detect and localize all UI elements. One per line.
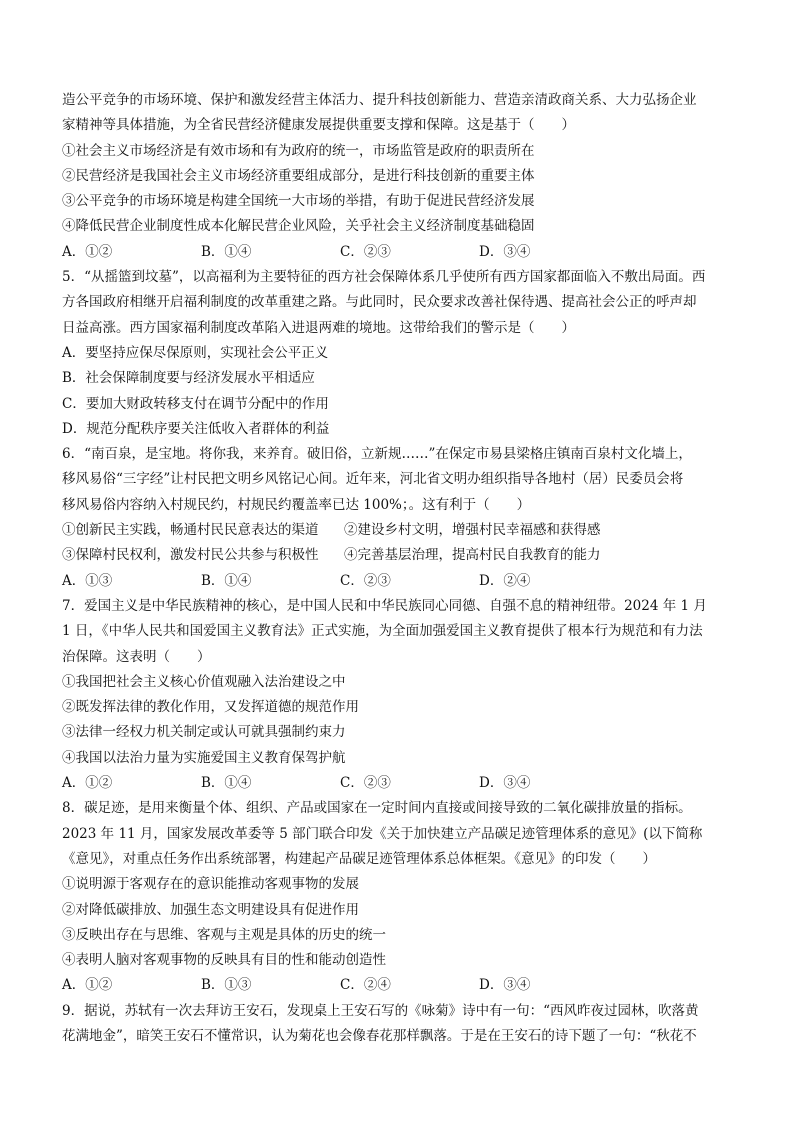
statement-row <box>62 518 738 543</box>
option-c[interactable]: C．②③ <box>340 243 391 260</box>
text-line: 9．据说，苏轼有一次去拜访王安石，发现桌上王安石写的《咏菊》诗中有一句：“西风昨夜过园林，吹落黄 <box>62 1002 699 1019</box>
statement-1: ①社会主义市场经济是有效市场和有为政府的统一，市场监管是政府的职责所在 <box>62 142 535 159</box>
answer-options <box>62 973 738 998</box>
option-a[interactable]: A．①③ <box>62 572 113 589</box>
text-line: 6．“南百泉，是宝地。将你我，来养育。破旧俗，立新规……”在保定市易县梁格庄镇南百泉村文化墙上， <box>62 446 692 463</box>
text-line: 《意见》，对重点任务作出系统部署，构建起产品碳足迹管理体系总体框架。《意见》的印发（ ） <box>62 850 656 867</box>
text-line: 日益高涨。西方国家福利制度改革陷入进退两难的境地。这带给我们的警示是（ ） <box>62 319 575 336</box>
statement-2: ②建设乡村文明，增强村民幸福感和获得感 <box>344 522 601 539</box>
statement-1: ①创新民主实践，畅通村民民意表达的渠道 <box>62 522 319 539</box>
option-b[interactable]: B．①③ <box>201 977 252 994</box>
statement-3: ③公平竞争的市场环境是构建全国统一大市场的举措，有助于促进民营经济发展 <box>62 193 535 210</box>
statement-3: ③保障村民权利，激发村民公共参与积极性 <box>62 547 319 564</box>
option-d[interactable]: D．③④ <box>479 775 531 792</box>
question-8 <box>62 796 738 998</box>
statement-4: ④完善基层治理，提高村民自我教育的能力 <box>344 547 601 564</box>
text-line: 1 日，《中华人民共和国爱国主义教育法》正式实施，为全面加强爱国主义教育提供了根本行为规范和有力法 <box>62 623 703 640</box>
statement-4: ④降低民营企业制度性成本化解民营企业风险，关乎社会主义经济制度基础稳固 <box>62 218 535 235</box>
question-5 <box>62 265 738 442</box>
question-9 <box>62 999 738 1050</box>
answer-options <box>62 240 738 265</box>
text-line: 造公平竞争的市场环境、保护和激发经营主体活力、提升科技创新能力、营造亲清政商关系、大力弘扬企业 <box>62 92 697 108</box>
statement-3: ③法律一经权力机关制定或认可就具强制约束力 <box>62 724 346 741</box>
text-line: 移风易俗内容纳入村规民约，村规民约覆盖率已达 100%；。这有利于（ ） <box>62 496 531 513</box>
statement-2: ②对降低碳排放、加强生态文明建设具有促进作用 <box>62 901 359 918</box>
text-line: 移风易俗“三字经”让村民把文明乡风铭记心间。近年来，河北省文明办组织指导各地村（居）民委员会将 <box>62 471 684 488</box>
option-a[interactable]: A．①② <box>62 775 113 792</box>
option-d[interactable]: D．③④ <box>479 977 531 994</box>
text-line: 2023 年 11 月，国家发展改革委等 5 部门联合印发《关于加快建立产品碳足迹管理体系的意见》(以下简称 <box>62 825 703 842</box>
option-d[interactable]: D．②④ <box>479 572 531 589</box>
question-6 <box>62 442 738 594</box>
question-4-stem <box>62 88 738 139</box>
option-c[interactable]: C．②③ <box>340 572 391 589</box>
option-b[interactable]: B．①④ <box>201 243 252 260</box>
statement-2: ②既发挥法律的教化作用，又发挥道德的规范作用 <box>62 699 359 716</box>
statement-3: ③反映出存在与思维、客观与主观是具体的历史的统一 <box>62 926 386 943</box>
statement-1: ①说明源于客观存在的意识能推动客观事物的发展 <box>62 876 359 893</box>
text-line: 家精神等具体措施，为全省民营经济健康发展提供重要支撑和保障。这是基于（ ） <box>62 117 575 134</box>
statement-2: ②民营经济是我国社会主义市场经济重要组成部分，是进行科技创新的重要主体 <box>62 167 535 184</box>
option-a[interactable]: A．①② <box>62 977 113 994</box>
option-c[interactable]: C．②④ <box>340 977 391 994</box>
text-line: 方各国政府相继开启福利制度的改革重建之路。与此同时，民众要求改善社保待遇、提高社会公正的呼声却 <box>62 294 697 311</box>
question-7-stem <box>62 594 738 670</box>
option-d[interactable]: D．③④ <box>479 243 531 260</box>
question-6-stem <box>62 442 738 518</box>
option-c[interactable]: C．②③ <box>340 775 391 792</box>
text-line: 5．“从摇篮到坟墓”，以高福利为主要特征的西方社会保障体系几乎使所有西方国家都面临入不敷出局面。西 <box>62 269 706 286</box>
option-a[interactable]: A．要坚持应保尽保原则，实现社会公平正义 <box>62 344 329 361</box>
statement-row <box>62 543 738 568</box>
statement-4: ④我国以法治力量为实施爱国主义教育保驾护航 <box>62 749 346 766</box>
question-8-stem <box>62 796 738 872</box>
question-4 <box>62 88 738 265</box>
option-d[interactable]: D．规范分配秩序要关注低收入者群体的利益 <box>62 420 330 437</box>
text-line: 花满地金”，暗笑王安石不懂常识，认为菊花也会像春花那样飘落。于是在王安石的诗下题了一句：“秋花不 <box>62 1027 697 1044</box>
option-a[interactable]: A．①② <box>62 243 113 260</box>
option-b[interactable]: B．①④ <box>201 572 252 589</box>
exam-content <box>62 88 738 1049</box>
answer-options <box>62 569 738 594</box>
answer-options <box>62 771 738 796</box>
option-b[interactable]: B．社会保障制度要与经济发展水平相适应 <box>62 370 315 387</box>
option-c[interactable]: C．要加大财政转移支付在调节分配中的作用 <box>62 395 329 412</box>
question-9-stem <box>62 999 738 1050</box>
text-line: 7．爱国主义是中华民族精神的核心，是中国人民和中华民族同心同德、自强不息的精神纽带。2024 年 1 月 <box>62 597 707 614</box>
text-line: 8．碳足迹，是用来衡量个体、组织、产品或国家在一定时间内直接或间接导致的二氧化碳排放量的指标。 <box>62 800 692 817</box>
question-7 <box>62 594 738 796</box>
question-5-stem <box>62 265 738 341</box>
statement-1: ①我国把社会主义核心价值观融入法治建设之中 <box>62 673 346 690</box>
option-b[interactable]: B．①④ <box>201 775 252 792</box>
statement-4: ④表明人脑对客观事物的反映具有目的性和能动创造性 <box>62 952 386 969</box>
text-line: 治保障。这表明（ ） <box>62 648 211 665</box>
